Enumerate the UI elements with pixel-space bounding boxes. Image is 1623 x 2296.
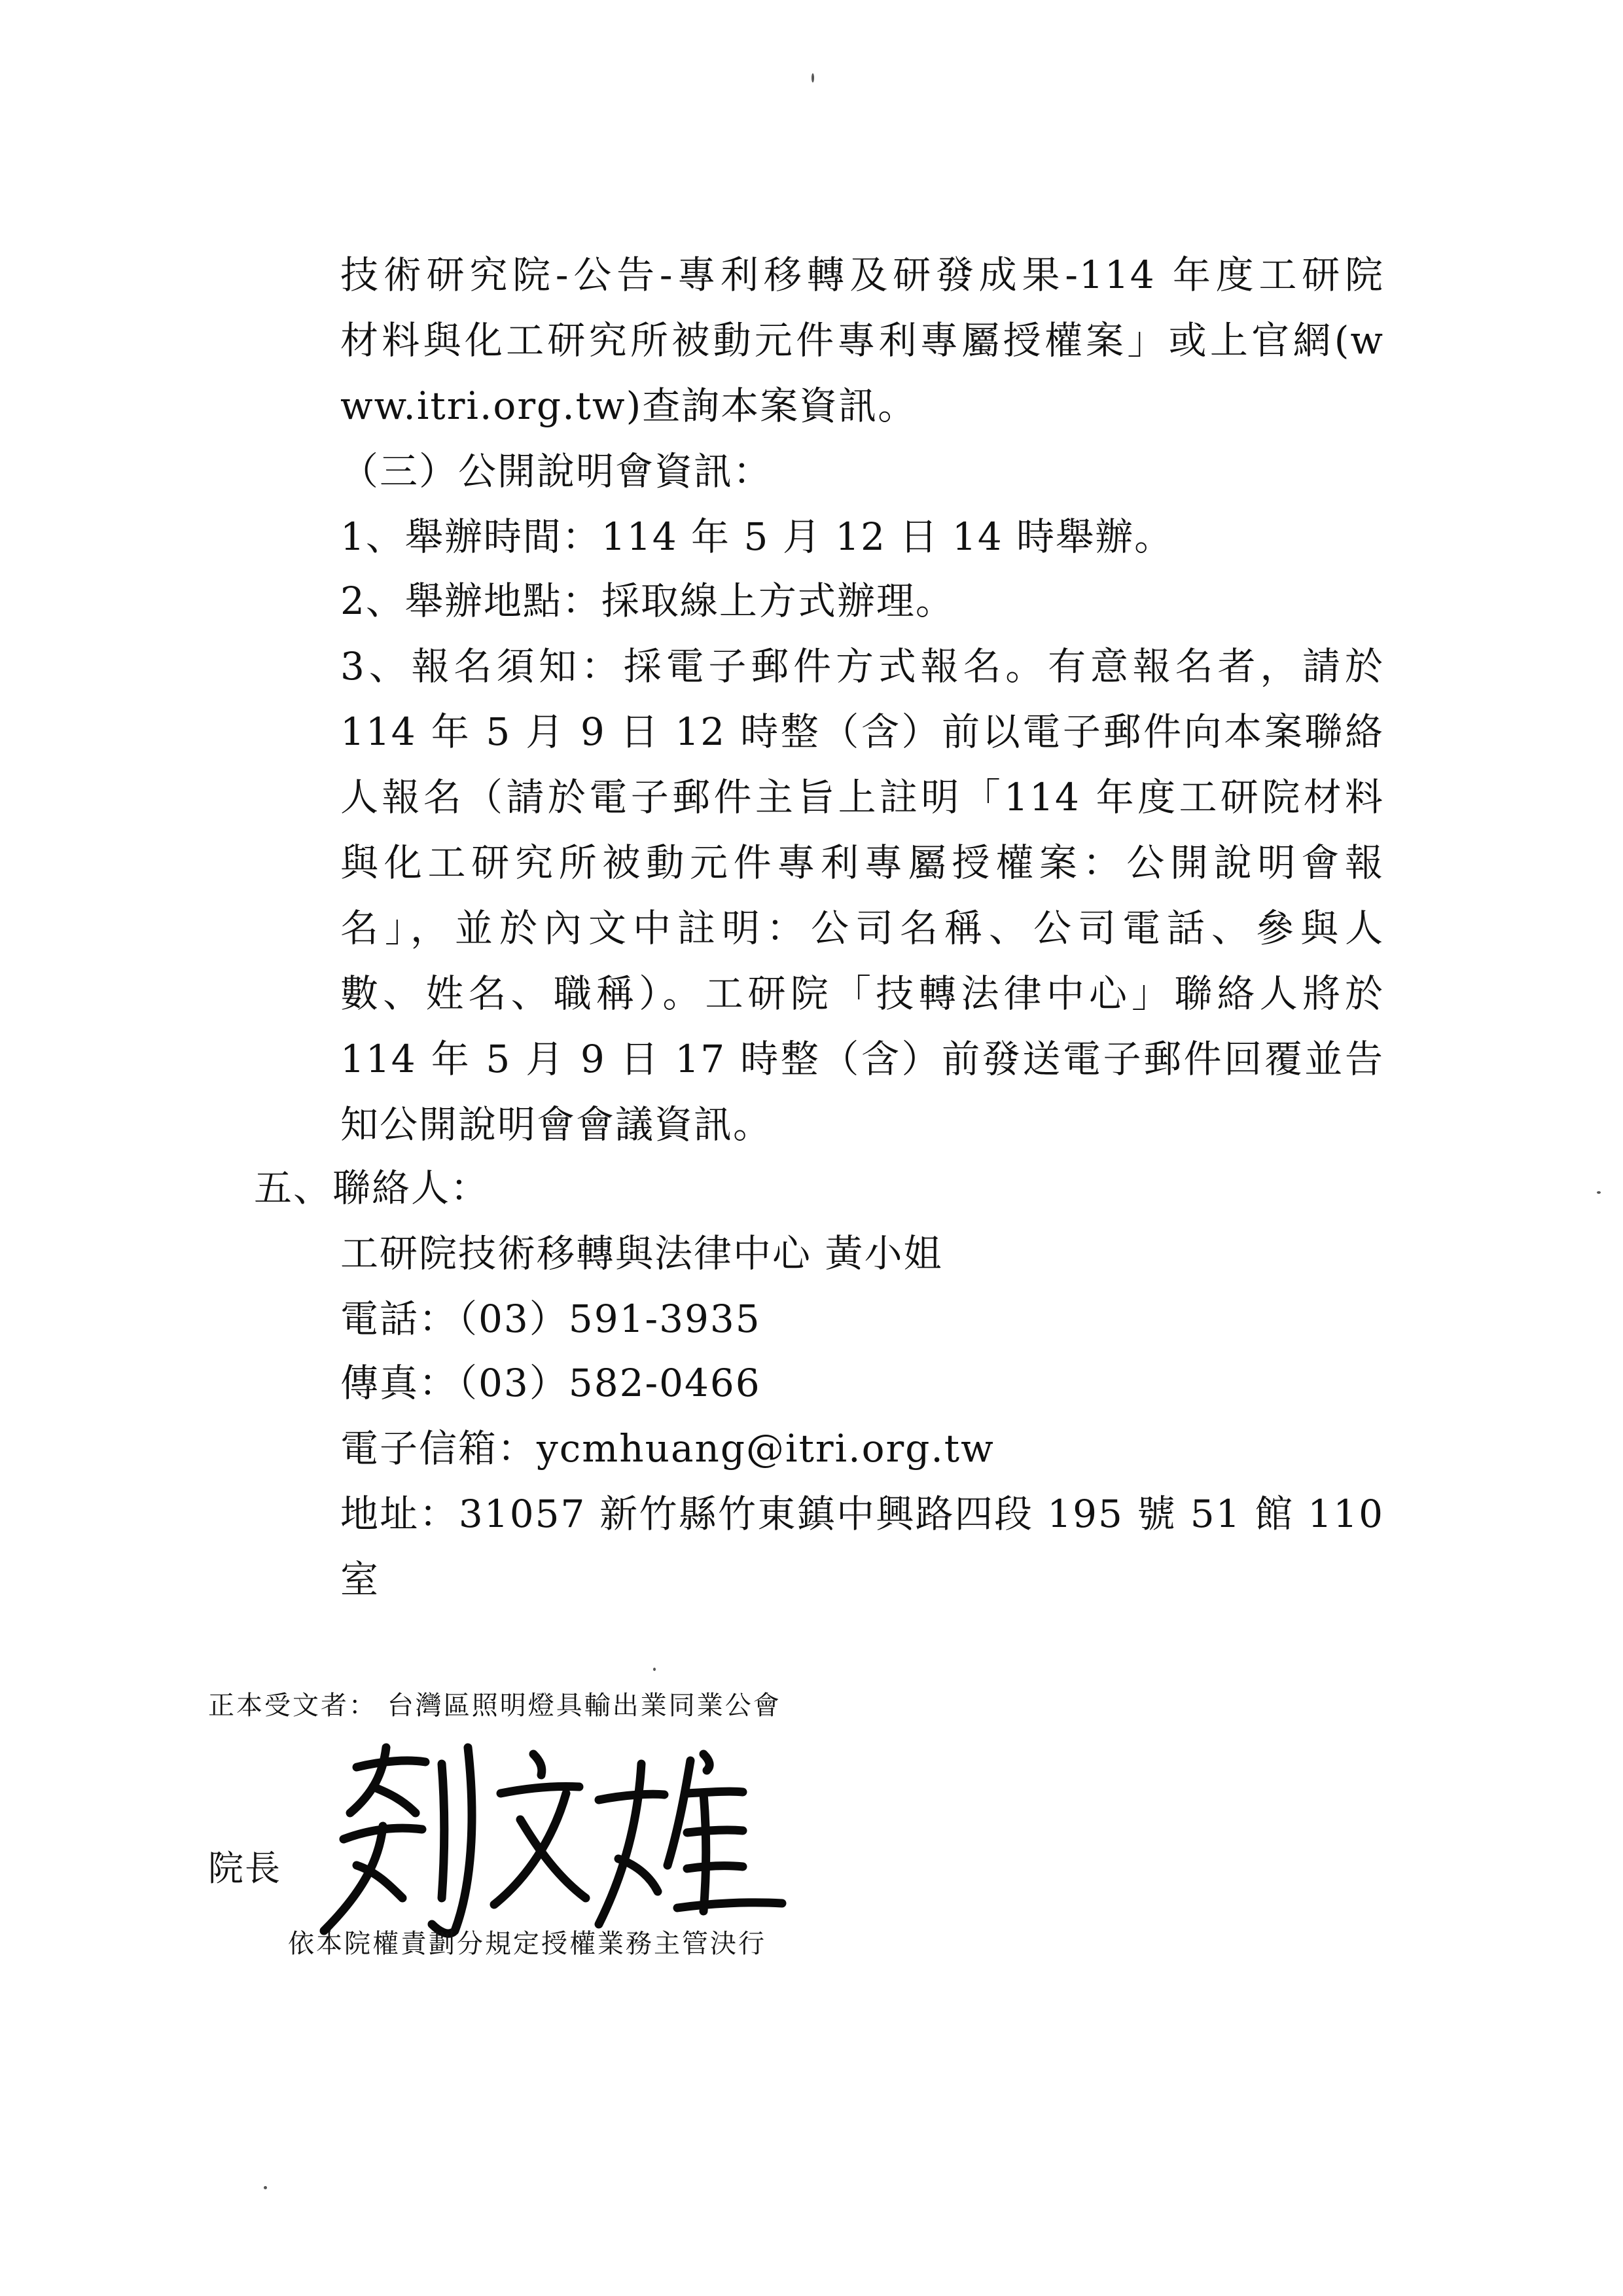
body-line-3: ww.itri.org.tw)查詢本案資訊。	[340, 384, 918, 428]
signer-title: 院長	[208, 1848, 281, 1889]
registration-line-8: 知公開說明會會議資訊。	[340, 1102, 773, 1147]
contact-phone: 電話：（03）591-3935	[340, 1297, 761, 1341]
registration-line-4: 與化工研究所被動元件專利專屬授權案：公開說明會報	[340, 840, 1384, 885]
scan-speck	[653, 1668, 656, 1671]
contact-name: 工研院技術移轉與法律中心 黃小姐	[340, 1231, 943, 1276]
event-time: 1、舉辦時間：114 年 5 月 12 日 14 時舉辦。	[340, 514, 1174, 559]
registration-line-5: 名」，並於內文中註明：公司名稱、公司電話、參與人	[340, 906, 1384, 950]
registration-line-1: 3、報名須知：採電子郵件方式報名。有意報名者，請於	[340, 644, 1384, 689]
handwritten-signature	[311, 1734, 789, 1950]
scan-speck	[812, 73, 814, 82]
recipient-line: 正本受文者： 台灣區照明燈具輸出業同業公會	[208, 1691, 781, 1721]
body-line-2: 材料與化工研究所被動元件專利專屬授權案」或上官網(w	[340, 318, 1384, 363]
contact-address-line-1: 地址：31057 新竹縣竹東鎮中興路四段 195 號 51 館 110	[340, 1492, 1384, 1536]
body-line-1: 技術研究院-公告-專利移轉及研發成果-114 年度工研院	[340, 253, 1384, 297]
registration-line-3: 人報名（請於電子郵件主旨上註明「114 年度工研院材料	[340, 775, 1384, 819]
contact-heading: 五、聯絡人：	[254, 1166, 490, 1210]
event-location: 2、舉辦地點：採取線上方式辦理。	[340, 579, 955, 623]
subsection-heading: （三）公開說明會資訊：	[340, 449, 773, 493]
delegation-note: 依本院權責劃分規定授權業務主管決行	[288, 1929, 766, 1959]
registration-line-2: 114 年 5 月 9 日 12 時整（含）前以電子郵件向本案聯絡	[340, 709, 1384, 754]
contact-email: 電子信箱：ycmhuang@itri.org.tw	[340, 1426, 995, 1471]
contact-fax: 傳真：（03）582-0466	[340, 1361, 761, 1405]
scan-speck	[264, 2186, 267, 2189]
scan-speck	[1597, 1191, 1601, 1194]
registration-line-7: 114 年 5 月 9 日 17 時整（含）前發送電子郵件回覆並告	[340, 1037, 1384, 1081]
registration-line-6: 數、姓名、職稱）。工研院「技轉法律中心」聯絡人將於	[340, 971, 1384, 1016]
contact-address-line-2: 室	[340, 1557, 380, 1602]
